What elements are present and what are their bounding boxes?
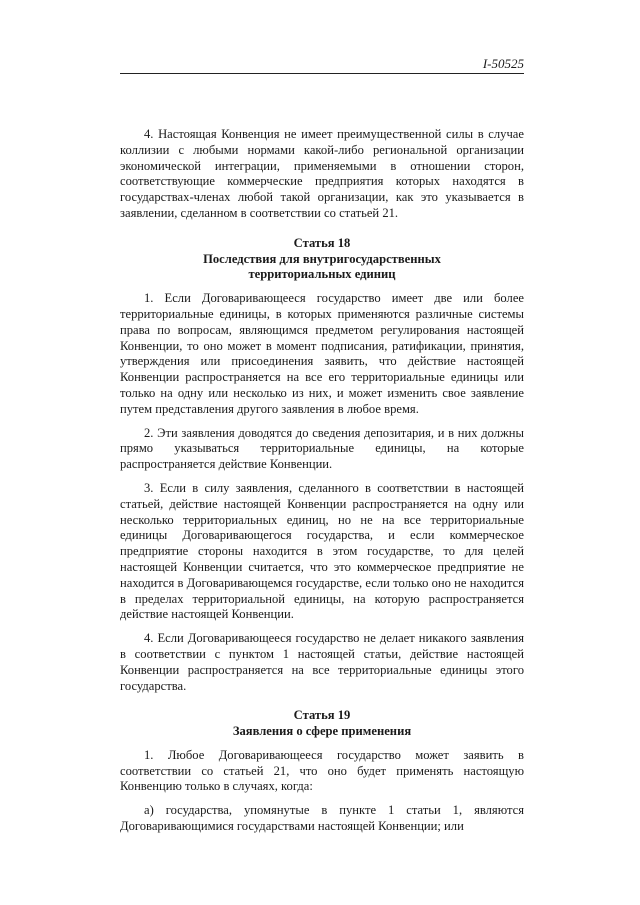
article-18-paragraph-3: 3. Если в силу заявления, сделанного в соответствии в настоящей статьей, действие настоящей Конвенции распространяется на одну или несколько территориальных единиц, но не на все территориальные единицы Договаривающегося государства, и если коммерческое предприятие стороны находится в этом государстве, то для целей настоящей Конвенции считается, что это коммерческое предприятие не находится в Договаривающемся государстве, если только оно не находится в пределах территориальной единицы, на которую распространяется действие настоящей Конвенции. bbox=[120, 480, 524, 622]
article-19-title: Заявления о сфере применения bbox=[232, 724, 412, 739]
article-19-subparagraph-a: a) государства, упомянутые в пункте 1 статьи 1, являются Договаривающимися государствами настоящей Конвенции; или bbox=[120, 803, 524, 834]
document-body bbox=[120, 127, 524, 843]
article-18-heading: Статья 18 bbox=[293, 235, 351, 250]
article-18-paragraph-1: 1. Если Договаривающееся государство имеет две или более территориальные единицы, в которых применяются различные системы права по вопросам, являющимся предметом регулирования настоящей Конвенции, то оно может в момент подписания, ратификации, принятия, утверждения или присоединения заявить, что действие настоящей Конвенции распространяется на все его территориальные единицы или только на одну или несколько из них, и может изменить свое заявление путем представления другого заявления в любое время. bbox=[120, 291, 524, 416]
article-19-paragraph-1: 1. Любое Договаривающееся государство может заявить в соответствии со статьей 21, что оно будет применять настоящую Конвенцию только в случаях, когда: bbox=[120, 747, 524, 794]
document-number: I-50525 bbox=[482, 56, 524, 71]
article-19-heading: Статья 19 bbox=[293, 708, 351, 723]
article-18-paragraph-2: 2. Эти заявления доводятся до сведения депозитария, и в них должны прямо указываться территориальные единицы, на которые распространяется действие Конвенции. bbox=[120, 425, 524, 472]
intro-paragraph: 4. Настоящая Конвенция не имеет преимущественной силы в случае коллизии с любыми нормами какой-либо региональной организации экономической интеграции, применяемыми в отношении сторон, соответствующие коммерческие предприятия которых находятся в государствах-членах любой такой организации, как это указывается в заявлении, сделанном в соответствии со статьей 21. bbox=[120, 127, 524, 220]
article-18-title-line-2: территориальных единиц bbox=[248, 267, 396, 282]
article-19-header bbox=[120, 708, 524, 740]
article-18-header bbox=[120, 236, 524, 283]
article-18-paragraph-4: 4. Если Договаривающееся государство не делает никакого заявления в соответствии с пунктом 1 настоящей статьи, действие настоящей Конвенции распространяется на все территориальные единицы этого государства. bbox=[120, 631, 524, 693]
page-header bbox=[120, 56, 524, 74]
article-18-title-line-1: Последствия для внутригосударственных bbox=[203, 251, 441, 266]
